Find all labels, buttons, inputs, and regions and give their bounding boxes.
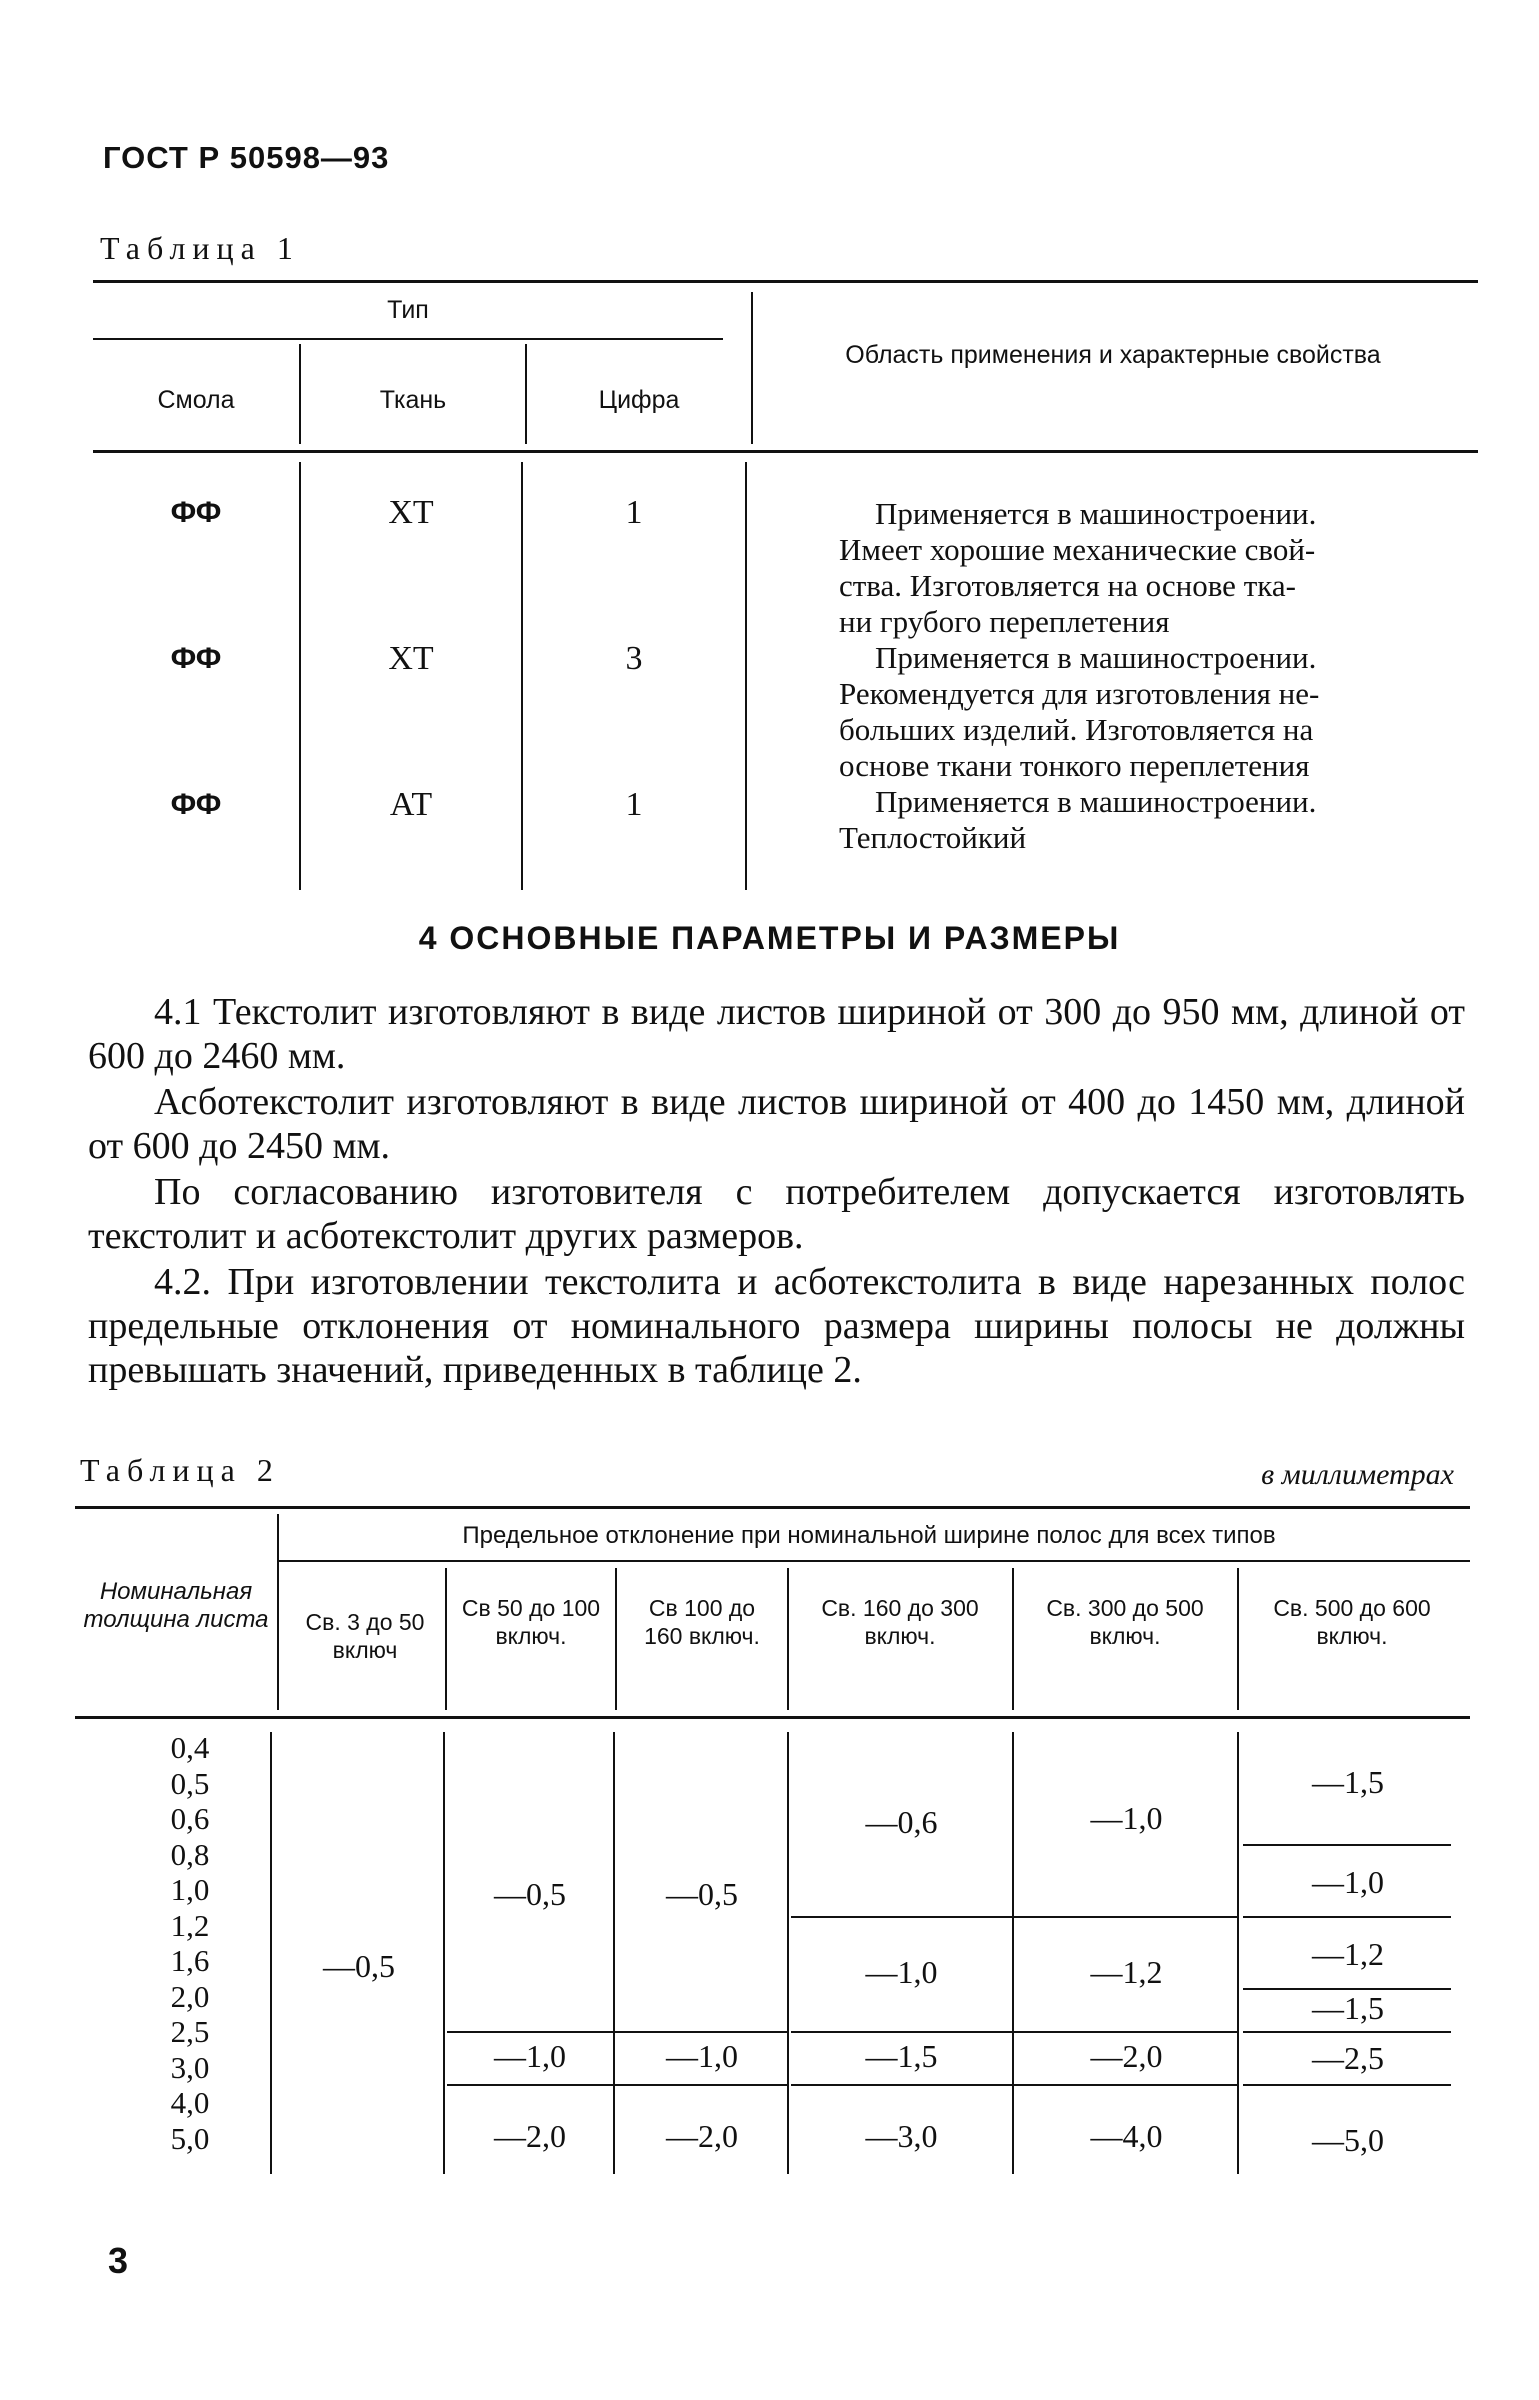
table1-row3-digit: 1 (625, 786, 643, 823)
table2-caption: Таблица 2 (80, 1452, 280, 1488)
table2-value-c3-r1: —0,5 (666, 1876, 738, 1912)
table2-value-c5-r2: —1,2 (1090, 1954, 1163, 1990)
table1-row3-description: Применяется в машиностроении. Теплостойкий (839, 784, 1317, 855)
table1-row2-fabric: ХТ (388, 640, 434, 677)
table2-units: в миллиметрах (1261, 1458, 1454, 1491)
table2-col2-header: Св 50 до 100 включ. (461, 1595, 601, 1649)
table2-thickness: 4,0 (170, 2085, 210, 2120)
table2-value-c4-r4: —3,0 (865, 2118, 938, 2154)
table2-hline-c45-b (791, 2031, 1237, 2033)
table2-hline-c6-e (1243, 2084, 1451, 2086)
table2-stub-header: Номинальная толщина листа (83, 1578, 269, 1633)
table2-col6-header: Св. 500 до 600 включ. (1273, 1595, 1431, 1649)
table2-thickness: 0,8 (170, 1836, 210, 1872)
table2-vline-5 (1012, 1732, 1014, 2174)
table2-col1-header: Св. 3 до 50 включ (305, 1609, 425, 1663)
table2-thickness: 1,2 (170, 1907, 210, 1943)
table2-thickness: 2,5 (170, 2014, 210, 2049)
table2-value-c6-r6: —5,0 (1312, 2122, 1384, 2158)
table2-vline-h3 (787, 1568, 789, 1710)
table2-vline-6 (1237, 1732, 1239, 2174)
table2-thickness: 0,5 (170, 1765, 210, 1801)
table2-value-c6-r3: —1,2 (1312, 1936, 1384, 1972)
table2-value-c3-r3: —2,0 (666, 2118, 738, 2154)
table2-value-c2-r2: —1,0 (494, 2038, 566, 2074)
table2-value-c4-r2: —1,0 (865, 1954, 938, 1990)
standard-code-header: ГОСТ Р 50598—93 (103, 140, 390, 175)
table2-vline-h4 (1012, 1568, 1014, 1710)
table1-row3-resin: ФФ (170, 788, 222, 821)
table2-hline-c45-a (791, 1916, 1237, 1918)
table1-col-fabric: Ткань (379, 386, 447, 414)
table1-type-header: Тип (387, 296, 429, 324)
table2-thickness-list (135, 1730, 245, 2156)
table1-group-rule (93, 338, 723, 340)
table1-row1-digit: 1 (625, 494, 643, 531)
table2-value-c5-r3: —2,0 (1090, 2038, 1163, 2074)
table-1 (93, 272, 1478, 900)
table2-thickness: 2,0 (170, 1978, 210, 2014)
table1-row3-fabric: АТ (389, 786, 433, 823)
table2-col3-header: Св 100 до 160 включ. (644, 1595, 760, 1649)
table2-thickness: 1,0 (170, 1872, 210, 1907)
page-number: 3 (108, 2240, 129, 2281)
table2-value-c6-r2: —1,0 (1312, 1864, 1384, 1900)
table1-vline-3 (745, 462, 747, 890)
table2-hline-c23-b (447, 2084, 787, 2086)
table2-hline-c23-a (447, 2031, 787, 2033)
table2-value-c2-r1: —0,5 (494, 1876, 566, 1912)
table2-group-rule (277, 1560, 1470, 1562)
paragraph-asbotextolite: Асботекстолит изготовляют в виде листов шириной от 400 до 1450 мм, длиной от 600 до 2450 мм. (88, 1081, 1465, 1167)
table2-group-header: Предельное отклонение при номинальной ширине полос для всех типов (462, 1522, 1276, 1549)
table2-vline-3 (613, 1732, 615, 2174)
table2-value-c6-r4: —1,5 (1312, 1990, 1384, 2026)
table2-top-rule (75, 1506, 1470, 1509)
table1-header-rule (93, 450, 1478, 453)
table1-vline-head (751, 292, 753, 444)
table2-col5-header: Св. 300 до 500 включ. (1046, 1595, 1204, 1649)
table2-hline-c6-b (1243, 1916, 1451, 1918)
table2-vline-1 (270, 1732, 272, 2174)
table1-top-rule (93, 280, 1478, 283)
table1-caption: Таблица 1 (100, 230, 300, 266)
table1-row1-fabric: ХТ (388, 494, 434, 531)
table2-value-c3-r2: —1,0 (666, 2038, 738, 2074)
table2-value-c4-r1: —0,6 (865, 1804, 938, 1840)
table2-thickness: 3,0 (170, 2049, 210, 2085)
table2-col4-header: Св. 160 до 300 включ. (821, 1595, 979, 1649)
table1-col-application: Область применения и характерные свойства (845, 341, 1381, 369)
table2-vline-h1 (445, 1568, 447, 1710)
table-2 (75, 1500, 1470, 2180)
table2-thickness: 5,0 (170, 2120, 210, 2156)
table2-value-c5-r4: —4,0 (1090, 2118, 1163, 2154)
table2-hline-c6-d (1243, 2031, 1451, 2033)
table1-row1-resin: ФФ (170, 496, 222, 529)
table2-thickness: 0,4 (170, 1730, 210, 1765)
table2-value-c6-r1: —1,5 (1312, 1764, 1384, 1800)
table2-hline-c6-a (1243, 1844, 1451, 1846)
table2-value-c1: —0,5 (323, 1948, 395, 1984)
table1-row2-resin: ФФ (170, 642, 222, 675)
table2-thickness: 1,6 (170, 1943, 210, 1978)
table1-row1-description: Применяется в машиностроении. Имеет хорошие механические свой- ства. Изготовляется на основе тка- ни грубого переплетения (839, 496, 1317, 639)
table2-header-rule (75, 1716, 1470, 1719)
table2-vline-2 (443, 1732, 445, 2174)
paragraph-4-2: 4.2. При изготовлении текстолита и асботекстолита в виде нарезанных полос предельные отклонения от номинального размера ширины полосы не должны превышать значений, приведенных в таблице 2. (88, 1261, 1465, 1391)
paragraph-agreement: По согласованию изготовителя с потребителем допускается изготовлять текстолит и асботекстолит других размеров. (88, 1171, 1465, 1257)
table1-col-resin: Смола (157, 386, 235, 414)
table1-row2-digit: 3 (625, 640, 643, 677)
table2-value-c5-r1: —1,0 (1090, 1800, 1163, 1836)
table2-vline-h2 (615, 1568, 617, 1710)
table2-value-c2-r3: —2,0 (494, 2118, 566, 2154)
table2-value-c4-r3: —1,5 (865, 2038, 938, 2074)
paragraph-4-1: 4.1 Текстолит изготовляют в виде листов шириной от 300 до 950 мм, длиной от 600 до 2460 мм. (88, 991, 1465, 1077)
section-heading: 4 ОСНОВНЫЕ ПАРАМЕТРЫ И РАЗМЕРЫ (418, 920, 1121, 956)
table2-vline-4 (787, 1732, 789, 2174)
table2-thickness: 0,6 (170, 1801, 210, 1836)
table2-value-c6-r5: —2,5 (1312, 2040, 1384, 2076)
table2-vline-h5 (1237, 1568, 1239, 1710)
table1-col-digit: Цифра (598, 386, 680, 414)
table1-row2-description: Применяется в машиностроении. Рекомендуется для изготовления не- больших изделий. Изготовляется на основе ткани тонкого переплетения (839, 640, 1320, 783)
table2-hline-c45-c (791, 2084, 1237, 2086)
